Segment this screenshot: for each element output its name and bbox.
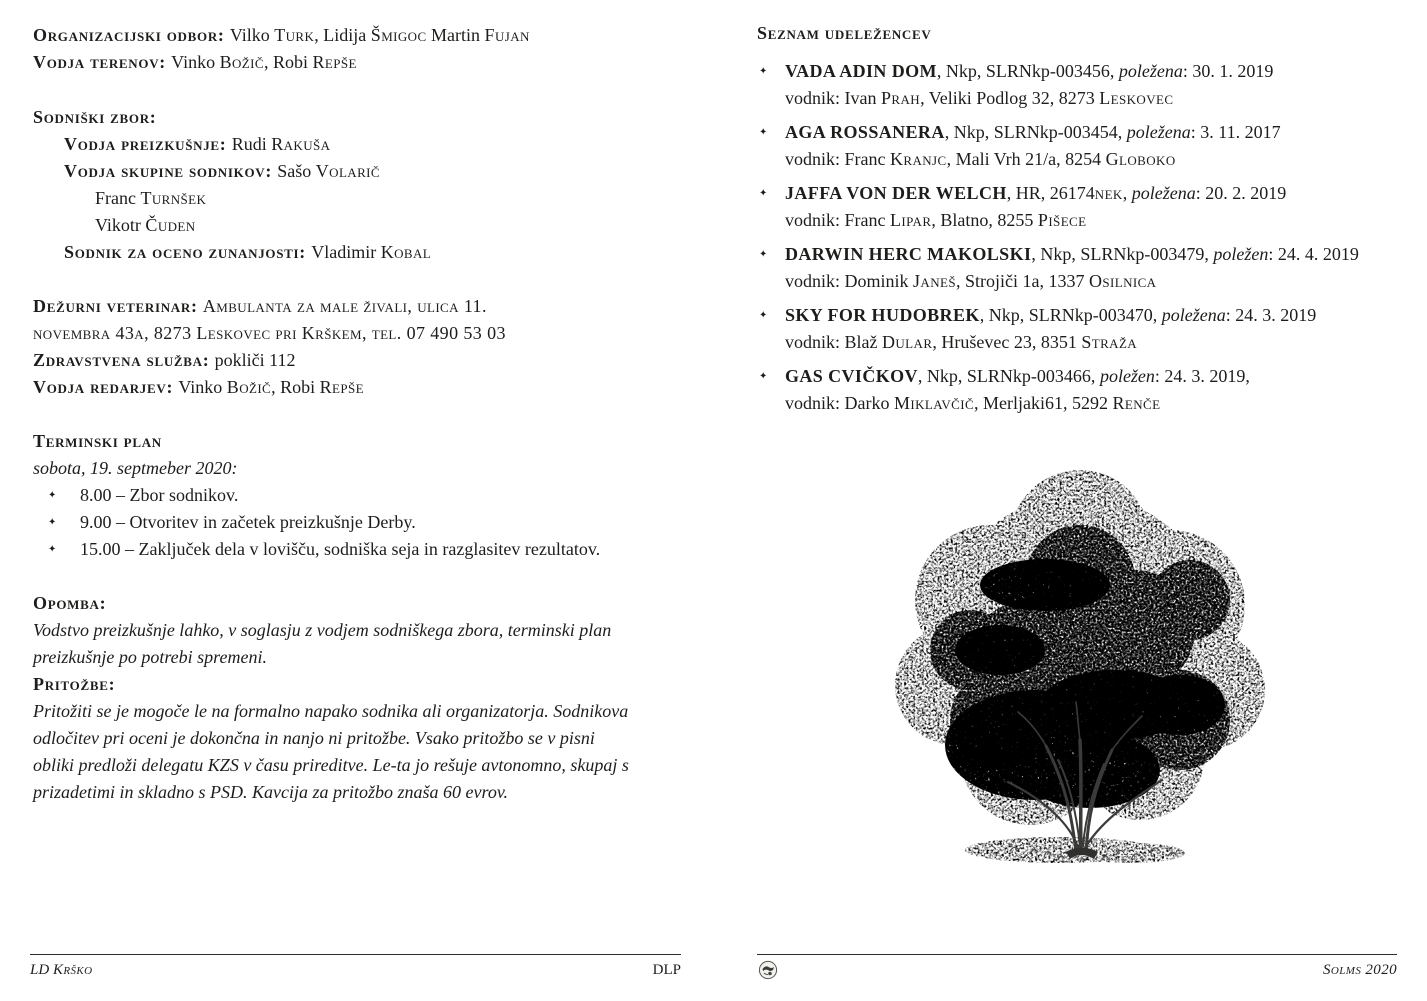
footer-club-name — [30, 959, 92, 981]
schedule-item — [33, 509, 681, 536]
text-segment: , Strojiči 1a, 1337 — [955, 271, 1089, 291]
text-segment: Osilnica — [1088, 271, 1157, 291]
tree-illustration — [880, 450, 1282, 868]
text-segment: Repše — [312, 52, 357, 72]
text-segment: sobota, 19. septmeber 2020: — [33, 458, 238, 478]
participants-list — [757, 58, 1402, 417]
text-segment: Pritožbe: — [33, 674, 116, 694]
diamond-bullet-icon: ✦ — [48, 517, 57, 528]
participant-handler-line — [785, 146, 1402, 173]
text-line — [33, 698, 681, 725]
text-segment: LD — [30, 962, 53, 978]
participant-handler-line — [785, 329, 1402, 356]
text-segment: Solms 2020 — [1323, 962, 1397, 978]
text-segment: pokliči 112 — [214, 350, 296, 370]
text-line — [95, 185, 681, 212]
text-segment: nek — [1094, 183, 1123, 203]
text-segment: novembra 43a, 8273 Leskovec pri Krškem, tel. 07 490 53 03 — [33, 323, 506, 343]
text-segment: vodnik: Franc — [785, 210, 890, 230]
footer-event-name — [1323, 959, 1397, 981]
text-segment: Sodniški zbor: — [33, 107, 157, 127]
text-line — [33, 428, 681, 455]
participant-handler-line — [785, 390, 1402, 417]
text-segment: : 3. 11. 2017 — [1190, 122, 1281, 142]
text-segment: vodnik: Franc — [785, 149, 890, 169]
text-segment: poležena — [1118, 61, 1183, 81]
text-segment: Zdravstvena služba: — [33, 350, 215, 370]
footer-doc-code: DLP — [652, 962, 681, 978]
text-segment: , Hruševec 23, 8351 — [932, 332, 1082, 352]
text-segment: Seznam udeležencev — [757, 23, 932, 43]
text-segment: vodnik: Blaž — [785, 332, 882, 352]
text-segment: : 24. 3. 2019 — [1225, 305, 1317, 325]
diamond-bullet-icon: ✦ — [48, 490, 57, 501]
text-segment: , Nkp, SLRNkp-003470, — [979, 305, 1162, 325]
schedule-item — [33, 536, 681, 563]
text-line — [33, 671, 681, 698]
text-segment: Globoko — [1105, 149, 1176, 169]
text-line — [33, 374, 681, 401]
text-line — [33, 644, 681, 671]
text-segment: Božič — [219, 52, 264, 72]
text-line — [33, 617, 681, 644]
text-line — [64, 158, 681, 185]
text-segment: obliki predloži delegatu KZS v času prireditve. Le-ta jo rešuje avtonomno, skupaj s — [33, 755, 629, 775]
text-segment: Opomba: — [33, 593, 107, 613]
text-segment: : 24. 4. 2019 — [1268, 244, 1359, 264]
text-line — [64, 131, 681, 158]
text-segment: Organizacijski odbor: — [33, 25, 230, 45]
diamond-bullet-icon: ✦ — [759, 127, 768, 138]
text-segment: Krško — [52, 962, 93, 978]
left-page-footer — [30, 954, 681, 988]
diamond-bullet-icon: ✦ — [759, 310, 768, 321]
text-segment: AGA ROSSANERA — [785, 122, 945, 142]
text-segment: Renče — [1112, 393, 1161, 413]
diamond-bullet-icon: ✦ — [759, 188, 768, 199]
text-segment: Turk — [274, 25, 315, 45]
text-segment: poležena — [1131, 183, 1196, 203]
text-segment: Fujan — [484, 25, 530, 45]
text-segment: odločitev pri oceni je dokončna in nanjo ni pritožbe. Vsako pritožbo se v pisni — [33, 728, 595, 748]
text-line — [64, 239, 681, 266]
text-segment: JAFFA VON DER WELCH — [785, 183, 1007, 203]
text-line — [33, 320, 681, 347]
text-segment: poležen — [1099, 366, 1155, 386]
text-segment: Kranjc — [890, 149, 947, 169]
participants-title — [757, 20, 1402, 47]
right-page — [757, 20, 1402, 424]
text-line — [33, 22, 681, 49]
text-segment: GAS CVIČKOV — [785, 366, 918, 386]
text-line — [33, 590, 681, 617]
text-segment: : 24. 3. 2019, — [1154, 366, 1250, 386]
text-segment: Franc — [95, 188, 141, 208]
text-segment: Straža — [1081, 332, 1138, 352]
text-segment: Vodja terenov: — [33, 52, 172, 72]
participant-handler-line — [785, 268, 1402, 295]
text-segment: Dular — [882, 332, 933, 352]
text-segment: preizkušnje po potrebi spremeni. — [33, 647, 267, 667]
participant-dog-line — [785, 302, 1402, 329]
text-segment: : 30. 1. 2019 — [1182, 61, 1274, 81]
left-page — [33, 22, 681, 806]
text-line — [95, 212, 681, 239]
text-segment: Sodnik za oceno zunanjosti: — [64, 242, 312, 262]
text-segment: Leskovec — [1099, 88, 1174, 108]
participant-dog-line — [785, 119, 1402, 146]
participant-entry — [757, 119, 1402, 173]
text-segment: Rakuša — [271, 134, 331, 154]
text-segment: Čuden — [145, 215, 196, 235]
diamond-bullet-icon: ✦ — [759, 66, 768, 77]
text-segment: Rudi — [231, 134, 272, 154]
text-segment: Vinko — [171, 52, 220, 72]
text-segment: , HR, 26174 — [1006, 183, 1095, 203]
text-segment: Miklavčič — [893, 393, 975, 413]
text-segment: Pritožiti se je mogoče le na formalno napako sodnika ali organizatorja. Sodnikova — [33, 701, 629, 721]
participant-handler-line — [785, 85, 1402, 112]
text-segment: 8.00 – Zbor sodnikov. — [80, 485, 239, 505]
participant-entry — [757, 180, 1402, 234]
text-segment: 15.00 – Zaključek dela v lovišču, sodniška seja in razglasitev rezultatov. — [80, 539, 601, 559]
club-emblem-icon — [757, 959, 779, 981]
text-segment: Vikotr — [95, 215, 146, 235]
text-segment: , Blatno, 8255 — [931, 210, 1038, 230]
text-line — [33, 455, 681, 482]
text-segment: Vinko — [178, 377, 227, 397]
text-segment: , Nkp, SLRNkp-003479, — [1031, 244, 1214, 264]
text-segment: Božič — [226, 377, 272, 397]
text-segment: Vladimir — [311, 242, 381, 262]
text-line — [33, 347, 681, 374]
text-segment: Sašo — [277, 161, 316, 181]
text-line — [33, 104, 681, 131]
text-segment: Janeš — [913, 271, 956, 291]
participant-dog-line — [785, 180, 1402, 207]
text-segment: Repše — [319, 377, 365, 397]
text-segment: vodnik: Dominik — [785, 271, 914, 291]
text-segment: , Mali Vrh 21/a, 8254 — [946, 149, 1106, 169]
text-line — [33, 293, 681, 320]
text-segment: SKY FOR HUDOBREK — [785, 305, 980, 325]
text-segment: , Veliki Podlog 32, 8273 — [920, 88, 1100, 108]
text-segment: Volarič — [315, 161, 380, 181]
text-segment: Vodstvo preizkušnje lahko, v soglasju z vodjem sodniškega zbora, terminski plan — [33, 620, 612, 640]
text-segment: poležena — [1161, 305, 1226, 325]
text-segment: Vodja redarjev: — [33, 377, 179, 397]
text-segment: Dežurni veterinar: — [33, 296, 203, 316]
participant-handler-line — [785, 207, 1402, 234]
text-segment: , Nkp, SLRNkp-003454, — [944, 122, 1127, 142]
text-line — [33, 725, 681, 752]
participant-dog-line — [785, 241, 1402, 268]
diamond-bullet-icon: ✦ — [759, 249, 768, 260]
text-line — [33, 779, 681, 806]
text-segment: , Nkp, SLRNkp-003456, — [936, 61, 1119, 81]
text-segment: Pišece — [1037, 210, 1087, 230]
text-segment: , Merljaki61, 5292 — [974, 393, 1113, 413]
text-segment: poležena — [1126, 122, 1191, 142]
text-segment: Turnšek — [140, 188, 207, 208]
text-segment: , — [1122, 183, 1132, 203]
right-page-footer — [757, 954, 1397, 988]
text-segment: Terminski plan — [33, 431, 162, 451]
text-segment: DARWIN HERC MAKOLSKI — [785, 244, 1032, 264]
diamond-bullet-icon: ✦ — [759, 371, 768, 382]
text-segment: Šmigoc — [370, 25, 427, 45]
text-segment: , Nkp, SLRNkp-003466, — [917, 366, 1100, 386]
text-segment: Lipar — [890, 210, 932, 230]
text-segment: : 20. 2. 2019 — [1195, 183, 1287, 203]
text-segment: Ambulanta za male živali, ulica 11. — [202, 296, 487, 316]
text-segment: VADA ADIN DOM — [785, 61, 937, 81]
schedule-item — [33, 482, 681, 509]
participant-dog-line — [785, 58, 1402, 85]
text-segment: Kobal — [380, 242, 432, 262]
participant-entry — [757, 302, 1402, 356]
text-line — [33, 752, 681, 779]
participant-dog-line — [785, 363, 1402, 390]
text-segment: , Robi — [271, 377, 320, 397]
text-segment: , Robi — [263, 52, 313, 72]
text-line — [33, 49, 681, 76]
participant-entry — [757, 363, 1402, 417]
text-segment: Vilko — [229, 25, 275, 45]
text-segment: Prah — [881, 88, 921, 108]
participant-entry — [757, 58, 1402, 112]
diamond-bullet-icon: ✦ — [48, 544, 57, 555]
text-segment: vodnik: Ivan — [785, 88, 881, 108]
text-segment: , Lidija — [314, 25, 371, 45]
text-segment: Vodja skupine sodnikov: — [64, 161, 278, 181]
text-segment: Martin — [426, 25, 485, 45]
text-segment: 9.00 – Otvoritev in začetek preizkušnje Derby. — [80, 512, 416, 532]
tree-sketch-svg — [880, 450, 1282, 868]
text-segment: prizadetimi in skladno s PSD. Kavcija za pritožbo znaša 60 evrov. — [33, 782, 508, 802]
text-segment: Vodja preizkušnje: — [64, 134, 232, 154]
text-segment: vodnik: Darko — [785, 393, 894, 413]
text-segment: poležen — [1213, 244, 1269, 264]
participant-entry — [757, 241, 1402, 295]
